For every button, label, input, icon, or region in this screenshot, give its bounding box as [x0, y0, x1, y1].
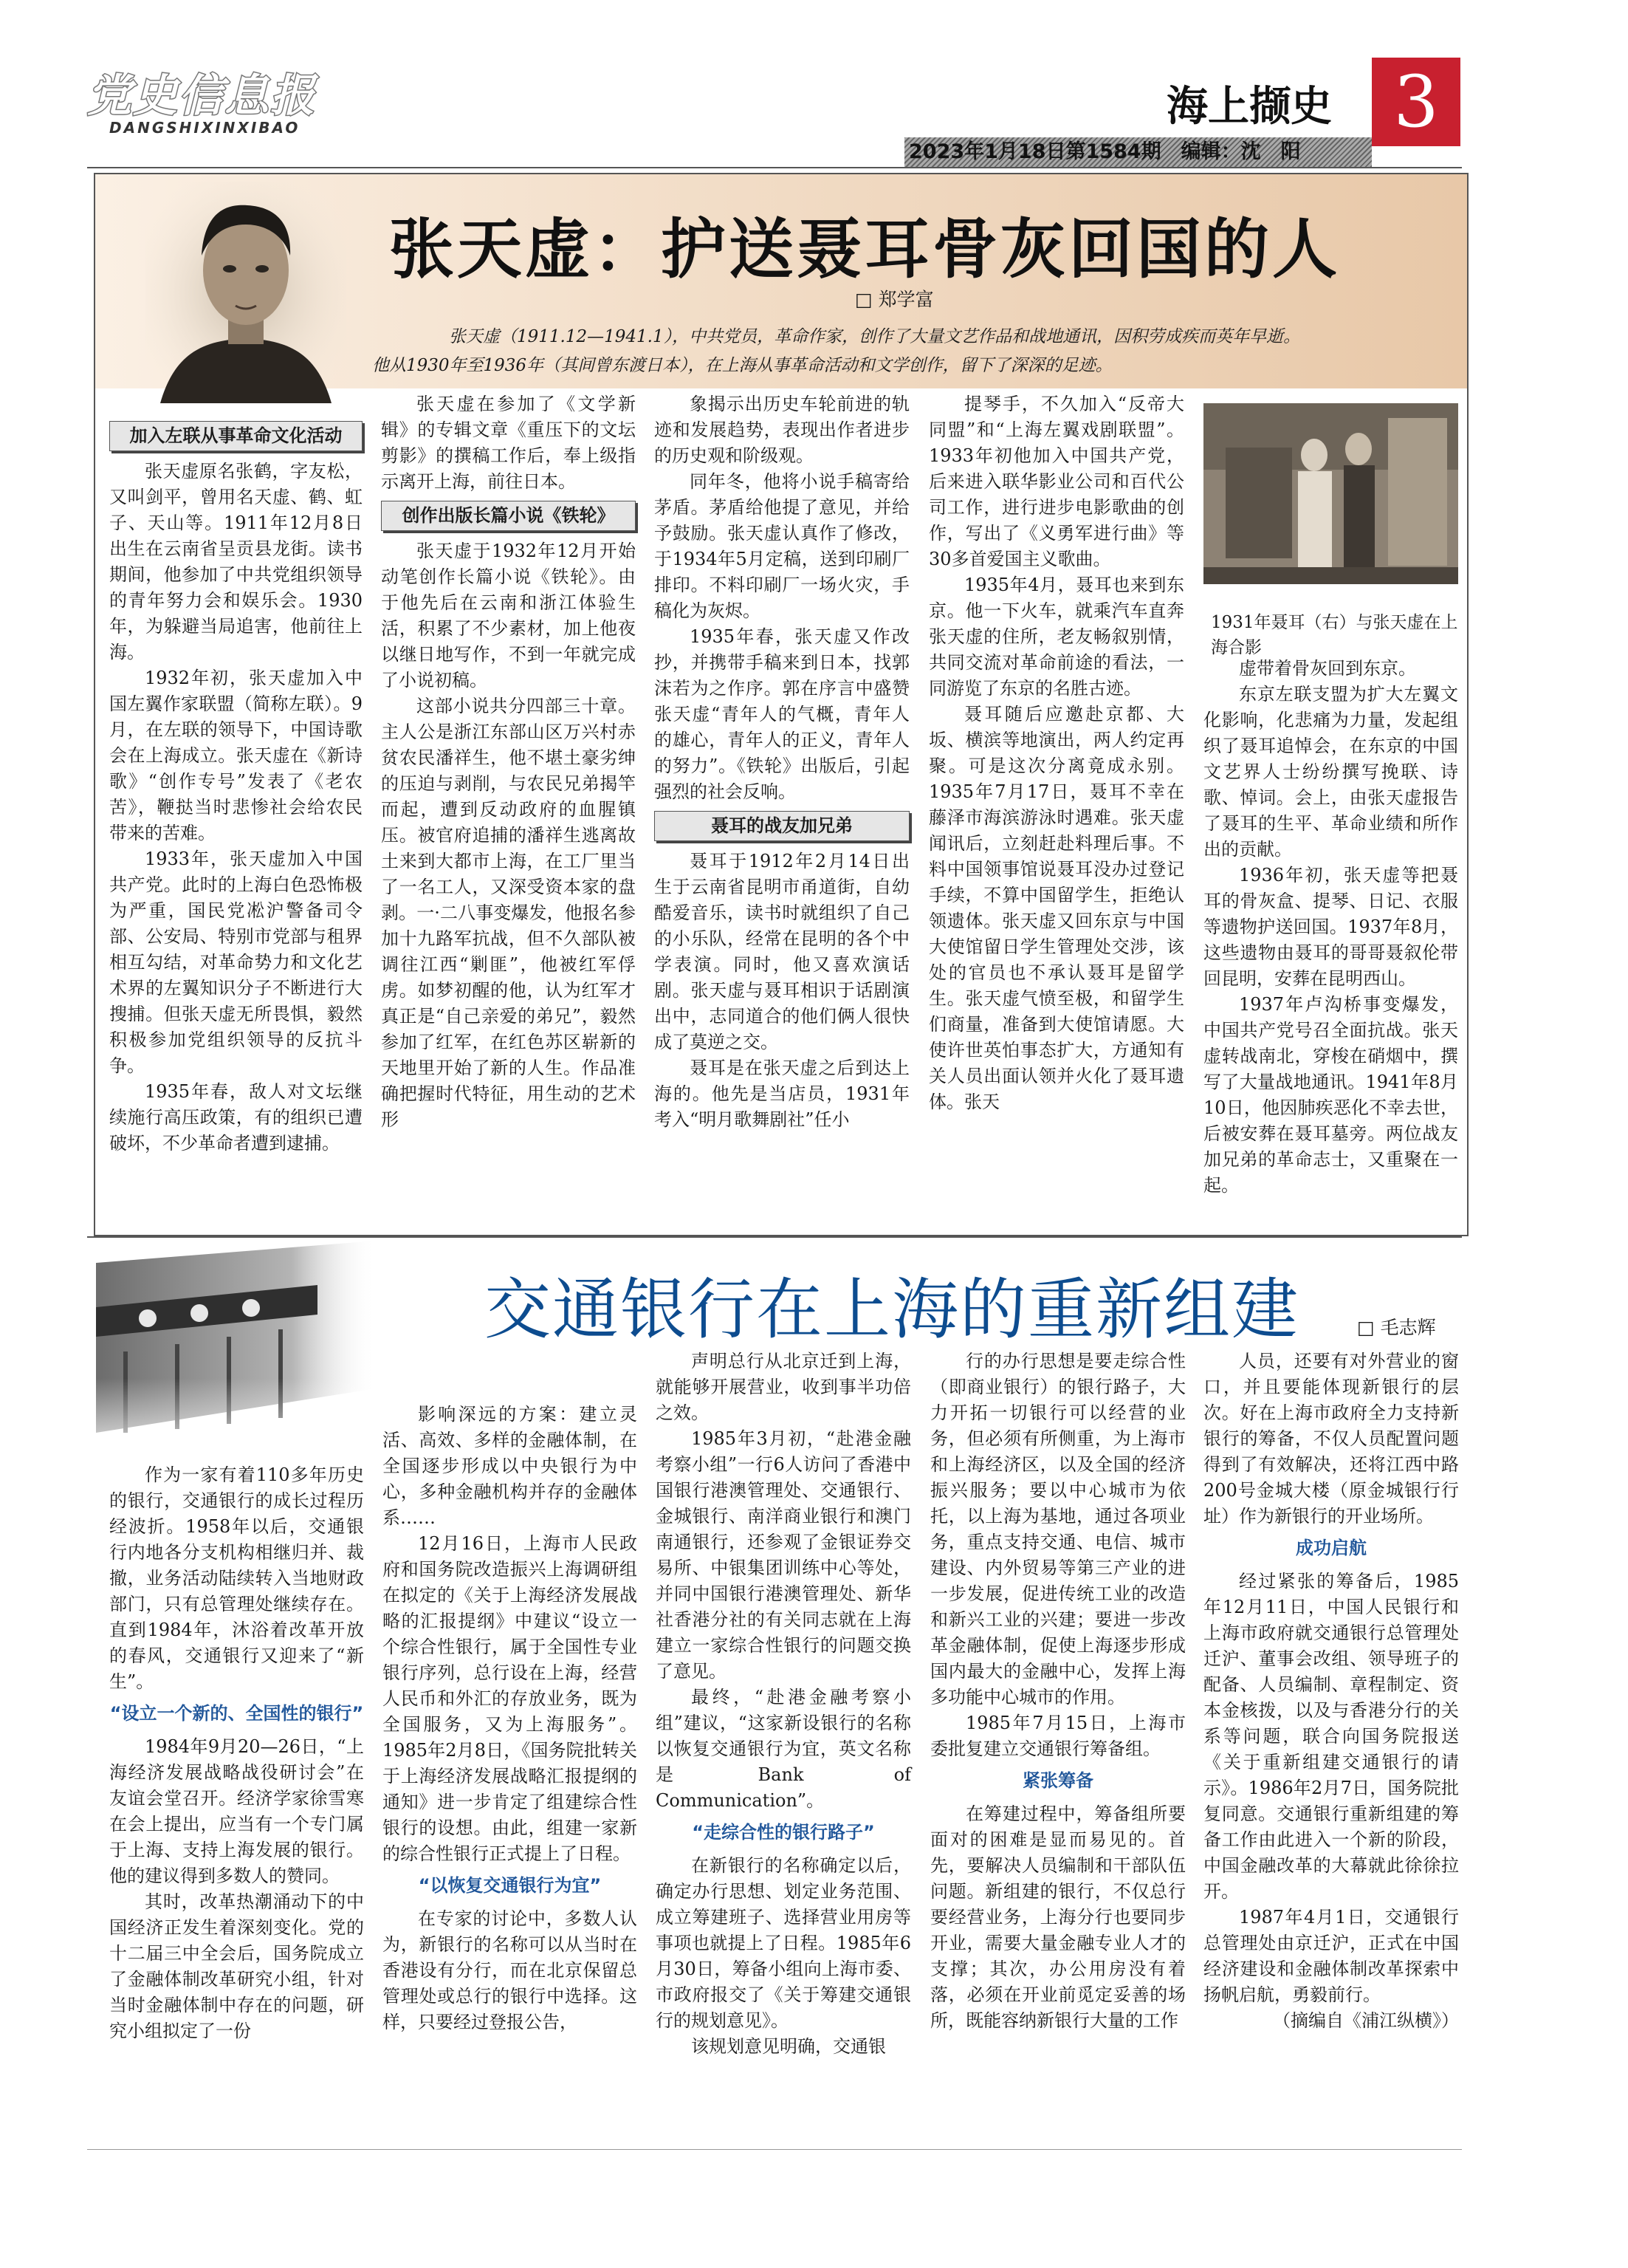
paragraph: 1985年3月初，“赴港金融考察小组”一行6人访问了香港中国银行港澳管理处、交通银行、金城银行、南洋商业银行和澳门南通银行，还参观了金银证券交易所、中银集团训练中心等处，并同中国银行港澳管理处、新华社香港分社的有关同志就在上海建立一家综合性银行的问题交换了意见。	[656, 1428, 911, 1682]
paragraph: 其时，改革热潮涌动下的中国经济正发生着深刻变化。党的十二届三中全会后，国务院成立了金融体制改革研究小组，针对当时金融体制中存在的问题，研究小组拟定了一份	[109, 1891, 364, 2041]
paragraph: 在新银行的名称确定以后，确定办行思想、划定业务范围、成立筹建班子、选择营业用房等事项也就提上了日程。1985年6月30日，筹备小组向上海市委、市政府报交了《关于筹建交通银行的规划意见》。	[656, 1855, 911, 2031]
article1-column-3	[654, 391, 910, 1133]
paragraph: 同年冬，他将小说手稿寄给茅盾。茅盾给他提了意见，并给予鼓励。张天虚认真作了修改，于1934年5月定稿，送到印刷厂排印。不料印刷厂一场火灾，手稿化为灰烬。	[654, 471, 910, 621]
portrait-image	[145, 182, 346, 403]
subheading: “走综合性的银行路子”	[692, 1822, 875, 1843]
photo-caption: 1931年聂耳（右）与张天虚在上海合影	[1211, 613, 1458, 657]
source-note: （摘编自《浦江纵横》）	[1273, 2010, 1459, 2031]
paragraph: 1935年4月，聂耳也来到东京。他一下火车，就乘汽车直奔张天虚的住所，老友畅叙别情，共同交流对革命前途的看法，一同游览了东京的名胜古迹。	[929, 575, 1184, 699]
article2-title: 交通银行在上海的重新组建	[484, 1271, 1299, 1349]
paragraph: 虚带着骨灰回到东京。	[1239, 658, 1416, 679]
article2-column-3	[656, 1349, 911, 2060]
paragraph: 象揭示出历史车轮前进的轨迹和发展趋势，表现出作者进步的历史观和阶级观。	[654, 394, 910, 466]
section-title: 海上撷史	[1167, 83, 1332, 131]
article1-intro-line1: 张天虚（1911.12—1941.1），中共党员，革命作家，创作了大量文艺作品和战地通讯，因积劳成疾而英年早逝。	[449, 327, 1301, 346]
subheading: 加入左联从事革命文化活动	[109, 421, 363, 451]
newspaper-logo-roman: DANGSHIXINXIBAO	[109, 119, 300, 137]
paragraph: 最终，“赴港金融考察小组”建议，“这家新设银行的名称以恢复交通银行为宜，英文名称是Bank of Communication”。	[656, 1687, 911, 1811]
middle-divider	[87, 1236, 1462, 1238]
subheading: 聂耳的战友加兄弟	[654, 811, 910, 841]
newspaper-logo: 党史信息报	[87, 70, 316, 122]
article1-title: 张天虚：护送聂耳骨灰回国的人	[389, 210, 1341, 287]
paragraph: 在筹建过程中，筹备组所要面对的困难是显而易见的。首先，要解决人员编制和干部队伍问题。新组建的银行，不仅总行要经营业务，上海分行也要同步开业，需要大量金融专业人才的支撑；其次，办公用房没有着落，必须在开业前觅定妥善的场所，既能容纳新银行大量的工作	[930, 1803, 1186, 2031]
paragraph: 1985年7月15日，上海市委批复建立交通银行筹备组。	[930, 1713, 1186, 1759]
top-divider	[87, 167, 1462, 168]
article2-column-4	[930, 1349, 1186, 2034]
paragraph: 1937年卢沟桥事变爆发，中国共产党号召全面抗战。张天虚转战南北，穿梭在硝烟中，撰写了大量战地通讯。1941年8月10日，他因肺疾恶化不幸去世，后被安葬在聂耳墓旁。两位战友加兄弟的革命志士，又重聚在一起。	[1203, 994, 1458, 1196]
article1-author: □ 郑学富	[855, 289, 934, 310]
paragraph: 经过紧张的筹备后，1985年12月11日，中国人民银行和上海市政府就交通银行总管理处迁沪、董事会改组、领导班子的配备、人员编制、章程制定、资本金核拨，以及与香港分行的关系等问题，联合向国务院报送《关于重新组建交通银行的请示》。1986年2月7日，国务院批复同意。交通银行重新组建的筹备工作由此进入一个新的阶段，中国金融改革的大幕就此徐徐拉开。	[1203, 1571, 1459, 1902]
bank-building-image	[96, 1241, 377, 1470]
article1-intro-line2: 他从1930年至1936年（其间曾东渡日本），在上海从事革命活动和文学创作，留下了深深的足迹。	[372, 356, 1113, 375]
paragraph: 1984年9月20—26日，“上海经济发展战略战役研讨会”在友谊会堂召开。经济学家徐雪寒在会上提出，应当有一个专门属于上海、支持上海发展的银行。他的建议得到多数人的赞同。	[109, 1736, 364, 1886]
article2-author: □ 毛志辉	[1357, 1317, 1436, 1338]
paragraph: 张天虚在参加了《文学新辑》的专辑文章《重压下的文坛剪影》的撰稿工作后，奉上级指示离开上海，前往日本。	[381, 394, 636, 492]
subheading: “设立一个新的、全国性的银行”	[109, 1703, 364, 1724]
paragraph: 1936年初，张天虚等把聂耳的骨灰盒、提琴、日记、衣服等遗物护送回国。1937年8月，这些遗物由聂耳的哥哥聂叙伦带回昆明，安葬在昆明西山。	[1203, 865, 1458, 989]
subheading: 成功启航	[1296, 1538, 1367, 1558]
paragraph: 声明总行从北京迁到上海，就能够开展营业，收到事半功倍之效。	[656, 1351, 911, 1423]
paragraph: 这部小说共分四部三十章。主人公是浙江东部山区万兴村赤贫农民潘祥生，他不堪土豪劣绅的压迫与剥削，与农民兄弟揭竿而起，遭到反动政府的血腥镇压。被官府追捕的潘祥生逃离故土来到大都市上海，在工厂里当了一名工人，又深受资本家的盘剥。一·二八事变爆发，他报名参加十九路军抗战，但不久部队被调往江西“剿匪”，他被红军俘虏。如梦初醒的他，认为红军才真正是“自己亲爱的弟兄”，毅然参加了红军，在红色苏区崭新的天地里开始了新的人生。作品准确把握时代特征，用生动的艺术形	[381, 696, 636, 1130]
footer-divider	[87, 2149, 1462, 2150]
article1-column-1	[109, 415, 363, 1157]
subheading: “以恢复交通银行为宜”	[418, 1875, 602, 1896]
paragraph: 在专家的讨论中，多数人认为，新银行的名称可以从当时在香港设有分行，而在北京保留总管理处或总行的银行中选择。这样，只要经过登报公告，	[382, 1908, 637, 2032]
paragraph: 该规划意见明确，交通银	[691, 2036, 886, 2057]
historical-photo	[1203, 403, 1458, 584]
paragraph: 东京左联支盟为扩大左翼文化影响，化悲痛为力量，发起组织了聂耳追悼会，在东京的中国文艺界人士纷纷撰写挽联、诗歌、悼词。会上，由张天虚报告了聂耳的生平、革命业绩和所作出的贡献。	[1203, 684, 1458, 860]
paragraph: 作为一家有着110多年历史的银行，交通银行的成长过程历经波折。1958年以后，交通银行内地各分支机构相继归并、裁撤，业务活动陆续转入当地财政部门，只有总管理处继续存在。直到1984年，沐浴着改革开放的春风，交通银行又迎来了“新生”。	[109, 1464, 364, 1692]
subheading: 创作出版长篇小说《铁轮》	[381, 501, 636, 531]
paragraph: 影响深远的方案：建立灵活、高效、多样的金融体制，在全国逐步形成以中央银行为中心，多种金融机构并存的金融体系……	[382, 1404, 637, 1528]
paragraph: 1932年初，张天虚加入中国左翼作家联盟（简称左联）。9月，在左联的领导下，中国诗歌会在上海成立。张天虚在《新诗歌》“创作专号”发表了《老农苦》，鞭挞当时悲惨社会给农民带来的苦难。	[109, 668, 363, 843]
paragraph: 1935年春，张天虚又作改抄，并携带手稿来到日本，找郭沫若为之作序。郭在序言中盛赞张天虚“青年人的气概，青年人的雄心，青年人的正义，青年人的努力”。《铁轮》出版后，引起强烈的社会反响。	[654, 626, 910, 802]
article2-column-5	[1203, 1349, 1459, 2034]
article1-column-4	[929, 391, 1184, 1115]
paragraph: 人员，还要有对外营业的窗口，并且要能体现新银行的层次。好在上海市政府全力支持新银行的筹备，不仅人员配置问题得到了有效解决，还将江西中路200号金城大楼（原金城银行行址）作为新银行的开业场所。	[1203, 1351, 1459, 1527]
paragraph: 聂耳随后应邀赴京都、大坂、横滨等地演出，两人约定再聚。可是这次分离竟成永别。1935年7月17日，聂耳不幸在藤泽市海滨游泳时遇难。张天虚闻讯后，立刻赶赴料理后事。不料中国领事馆说聂耳没办过登记手续，不算中国留学生，拒绝认领遗体。张天虚又回东京与中国大使馆留日学生管理处交涉，该处的官员也不承认聂耳是留学生。张天虚气愤至极，和留学生们商量，准备到大使馆请愿。大使许世英怕事态扩大，方通知有关人员出面认领并火化了聂耳遗体。张天	[929, 704, 1184, 1112]
subheading: 紧张筹备	[1023, 1770, 1093, 1791]
masthead-logo	[87, 70, 427, 137]
paragraph: 张天虚于1932年12月开始动笔创作长篇小说《铁轮》。由于他先后在云南和浙江体验生活，积累了不少素材，加上他夜以继日地写作，不到一年就完成了小说初稿。	[381, 541, 636, 691]
issue-line: 2023年1月18日第1584期 编辑：沈 阳	[904, 137, 1372, 167]
paragraph: 1933年，张天虚加入中国共产党。此时的上海白色恐怖极为严重，国民党凇沪警备司令部、公安局、特别市党部与租界相互勾结，对革命势力和文化艺术界的左翼知识分子不断进行大搜捕。但张天虚无所畏惧，毅然积极参加党组织领导的反抗斗争。	[109, 849, 363, 1076]
paragraph: 1935年春，敌人对文坛继续施行高压政策，有的组织已遭破坏，不少革命者遭到逮捕。	[109, 1081, 363, 1154]
paragraph: 聂耳于1912年2月14日出生于云南省昆明市甬道街，自幼酷爱音乐，读书时就组织了自己的小乐队，经常在昆明的各个中学表演。同时，他又喜欢演话剧。张天虚与聂耳相识于话剧演出中，志同道合的他们俩人很快成了莫逆之交。	[654, 851, 910, 1052]
article1-column-2	[381, 391, 636, 1133]
article2-column-1	[109, 1462, 364, 2044]
paragraph: 行的办行思想是要走综合性（即商业银行）的银行路子，大力开拓一切银行可以经营的业务，但必须有所侧重，为上海市和上海经济区，以及全国的经济振兴服务；要以中心城市为依托，以上海为基地，通过各项业务，重点支持交通、电信、城市建设、内外贸易等第三产业的进一步发展，促进传统工业的改造和新兴工业的兴建；要进一步改革金融体制，促使上海逐步形成国内最大的金融中心，发挥上海多功能中心城市的作用。	[930, 1351, 1186, 1707]
paragraph: 提琴手，不久加入“反帝大同盟”和“上海左翼戏剧联盟”。1933年初他加入中国共产党，后来进入联华影业公司和百代公司工作，进行进步电影歌曲的创作，写出了《义勇军进行曲》等30多首爱国主义歌曲。	[929, 394, 1184, 569]
paragraph: 聂耳是在张天虚之后到达上海的。他先是当店员，1931年考入“明月歌舞剧社”任小	[654, 1058, 910, 1130]
article1-column-5	[1203, 656, 1458, 1199]
article2-column-2	[382, 1402, 637, 2035]
page-number: 3	[1372, 58, 1460, 146]
paragraph: 1987年4月1日，交通银行总管理处由京迁沪，正式在中国经济建设和金融体制改革探索中扬帆启航，勇毅前行。	[1203, 1907, 1459, 2005]
paragraph: 12月16日，上海市人民政府和国务院改造振兴上海调研组在拟定的《关于上海经济发展战略的汇报提纲》中建议“设立一个综合性银行，属于全国性专业银行序列，总行设在上海，经营人民币和外汇的存放业务，既为全国服务，又为上海服务”。1985年2月8日，《国务院批转关于上海经济发展战略汇报提纲的通知》进一步肯定了组建综合性银行的设想。由此，组建一家新的综合性银行正式提上了日程。	[382, 1533, 637, 1864]
paragraph: 张天虚原名张鹤，字友松，又叫剑平，曾用名天虚、鹤、虹子、天山等。1911年12月8日出生在云南省呈贡县龙街。读书期间，他参加了中共党组织领导的青年努力会和娱乐会。1930年，为躲避当局追害，他前往上海。	[109, 461, 363, 662]
